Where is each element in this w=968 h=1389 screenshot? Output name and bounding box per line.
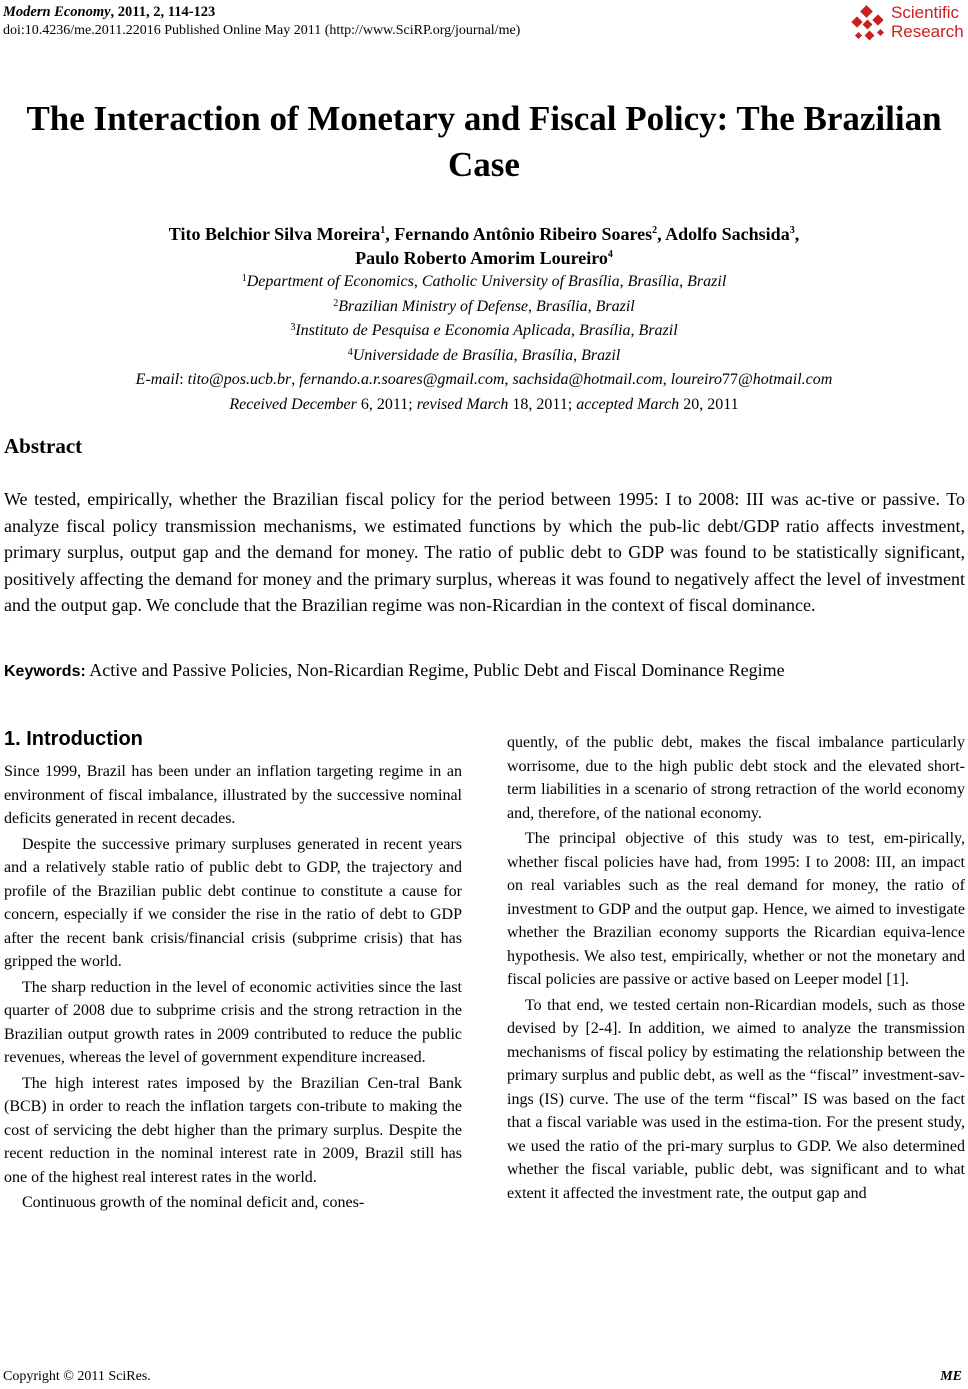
left-column [4,760,462,1217]
journal-citation [3,4,215,21]
author-name: Adolfo Sachsida [665,224,790,244]
journal-name: Modern Economy [3,4,111,20]
scirp-logo-icon [848,4,888,44]
abstract-heading: Abstract [4,434,83,458]
volume-info: , 2011, 2, 114-123 [110,4,216,20]
author-list: Tito Belchior Silva Moreira$^1$, Fernando Antônio Ribeiro Soares$^2$, Adolfo Sachsida$^3$, Paulo Roberto Amorim Loureiro$^4$ [168,224,800,268]
page-header [0,0,968,60]
keywords-text: Active and Passive Policies, Non-Ricardian Regime, Public Debt and Fiscal Dominance Regime [85,660,785,680]
abstract-text: We tested, empirically, whether the Brazilian fiscal policy for the period between 1995: I to 2008: III was ac-tive or passive. To analyze fiscal policy transmission mechanisms, we estimated functions by which the pub-lic debt/GDP ratio affects investment, primary surplus, output gap and the demand for money. The ratio of public debt to GDP was found to be statistically significant, positively affecting the demand for money and the primary surplus, whereas it was found to negatively affect the level of investment and the output gap. We conclude that the Brazilian regime was non-Ricardian in the context of fiscal dominance. [4,489,965,615]
author-name: Fernando Antônio Ribeiro Soares [394,224,653,244]
affiliation-line: $^4$Universidade de Brasília, Brasília, Brazil [347,346,621,364]
paragraph: quently, of the public debt, makes the fiscal imbalance particularly worrisome, due to the high public debt stock and the elevated short-term liabilities in a scenario of strong retraction of the world economy and, therefore, of the national economy. [507,734,965,822]
copyright-text: Copyright © 2011 SciRes. [3,1369,151,1384]
right-column [507,731,965,1207]
logo-text [891,3,964,41]
logo-line-2: Research [891,22,964,41]
email-link[interactable]: loureiro77@hotmail.com [670,371,833,388]
affiliation-line: $^3$Instituto de Pesquisa e Economia Aplicada, Brasília, Brazil [290,322,678,339]
section-heading: 1. Introduction [4,728,143,750]
paper-title: The Interaction of Monetary and Fiscal Policy: The Brazilian Case [26,99,942,184]
affiliations [10,270,958,417]
journal-abbreviation: ME [940,1369,962,1384]
email-link[interactable]: fernando.a.r.soares@gmail.com [299,371,505,388]
email-link[interactable]: tito@pos.ucb.br [187,371,292,388]
dates-line: Received December 6, 2011; revised March 18, 2011; accepted March 20, 2011 [229,395,739,413]
paragraph: The sharp reduction in the level of economic activities since the last quarter of 2008 due to subprime crisis and the strong retraction in the Brazilian output growth rates in 2009 contributed to reduce the public revenues, whereas the level of government expenditure increased. [4,978,462,1066]
doi-line: doi:10.4236/me.2011.22016 Published Online May 2011 (http://www.SciRP.org/journal/me) [3,23,521,38]
keywords-label: Keywords: [4,663,86,680]
affiliation-line: $^2$Brazilian Ministry of Defense, Brasília, Brazil [333,297,635,315]
publisher-logo [848,2,968,46]
paragraph: Continuous growth of the nominal deficit and, cones- [22,1194,365,1211]
author-name: Paulo Roberto Amorim Loureiro [355,248,608,268]
paragraph: The principal objective of this study was to test, em-pirically, whether fiscal policies have had, from 1995: I to 2008: III, an impact on real variables such as the real demand for money, the ratio of investment to GDP and the output gap. Hence, we aimed to investigate whether the Brazilian economy supports the Ricardian equiva-lence hypothesis. We also test, empirically, whether or not the monetary and fiscal policies are passive or active based on Leeper model [1]. [507,830,965,988]
author-name: Tito Belchior Silva Moreira [168,224,381,244]
keywords-line [4,660,785,681]
email-line: E-mail: tito@pos.ucb.br, fernando.a.r.soares@gmail.com, sachsida@hotmail.com, loureiro77@hotmail.com [135,371,833,388]
paragraph: To that end, we tested certain non-Ricardian models, such as those devised by [2-4]. In addition, we aimed to analyze the transmission mechanisms of fiscal policy by estimating the relationship between the primary surplus and public debt, as well as the “fiscal” investment-sav-ings (IS) curve. The use of the term “fiscal” IS was based on the fact that a fiscal variable was used in the estima-tion. For the present study, we used the ratio of the pri-mary surplus to GDP. We also determined whether the fiscal variable, public debt, was significant and to what extent it affected the investment rate, the output gap and [507,996,965,1202]
paragraph: Since 1999, Brazil has been under an inflation targeting regime in an environment of fiscal imbalance, illustrated by the successive nominal deficits generated in recent decades. [4,763,462,827]
email-link[interactable]: sachsida@hotmail.com [512,371,663,388]
paragraph: Despite the successive primary surpluses generated in recent years and a relatively stable ratio of public debt to GDP, the trajectory and profile of the Brazilian public debt continue to constitute a cause for concern, especially if we consider the rise in the ratio of debt to GDP after the recent bank crisis/financial crisis (subprime crisis) that has gripped the world. [4,835,462,970]
affiliation-line: $^1$Department of Economics, Catholic University of Brasília, Brasília, Brazil [241,273,727,290]
paragraph: The high interest rates imposed by the Brazilian Cen-tral Bank (BCB) in order to reach the inflation targets con-tribute to making the cost of servicing the debt higher than the primary surplus. Despite the recent reduction in the nominal interest rate in 2009, Brazil still has one of the highest real interest rates in the world. [4,1074,462,1186]
logo-line-1: Scientific [891,3,960,22]
